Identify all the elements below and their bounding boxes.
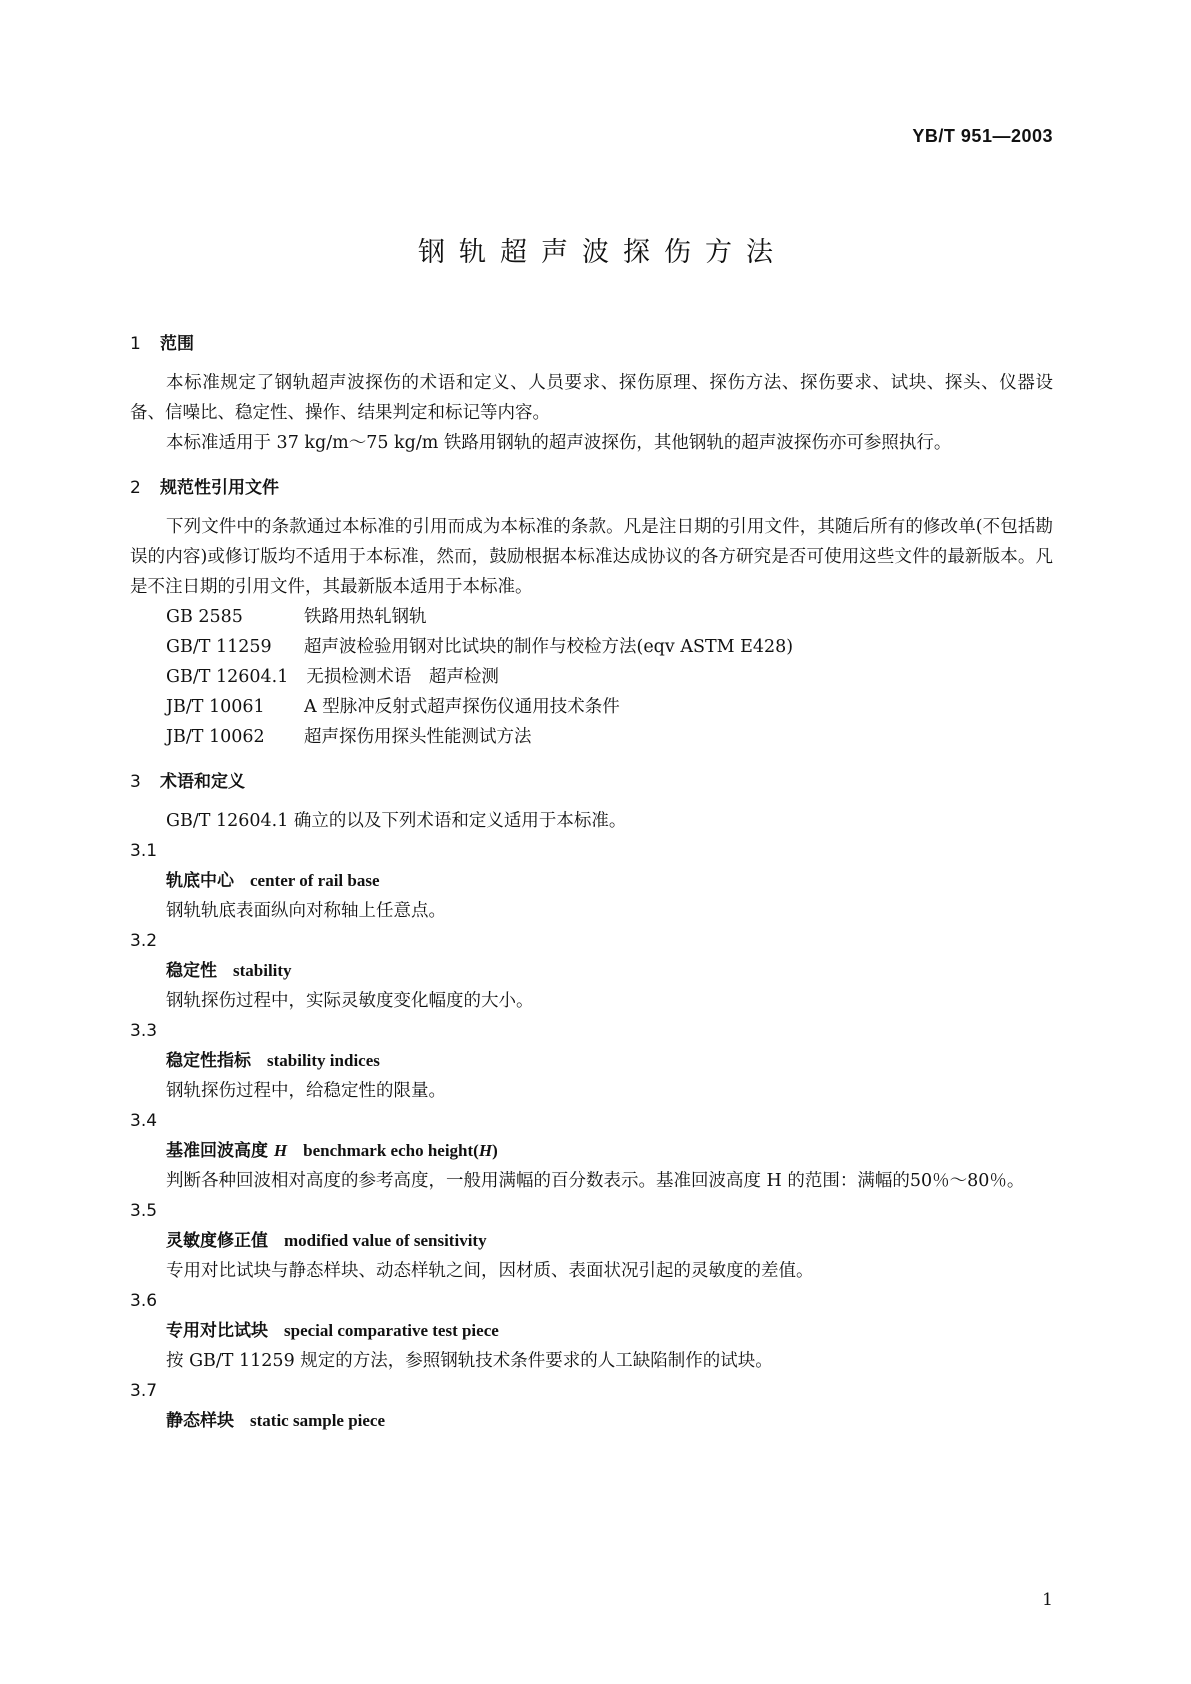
term-en: static sample piece <box>250 1411 386 1430</box>
term-en: modified value of sensitivity <box>284 1231 487 1250</box>
term-entry <box>130 1406 1053 1436</box>
paragraph: 本标准规定了钢轨超声波探伤的术语和定义、人员要求、探伤原理、探伤方法、探伤要求、试块、探头、仪器设备、信噪比、稳定性、操作、结果判定和标记等内容。 <box>130 373 1053 423</box>
clause-number: 3.3 <box>130 1021 158 1041</box>
paragraph: 下列文件中的条款通过本标准的引用而成为本标准的条款。凡是注日期的引用文件，其随后所有的修改单(不包括勘误的内容)或修订版均不适用于本标准，然而，鼓励根据本标准达成协议的各方研究是否可使用这些文件的最新版本。凡是不注日期的引用文件，其最新版本适用于本标准。 <box>130 517 1053 597</box>
term-zh: 专用对比试块 <box>166 1321 268 1341</box>
term-definition: 按 GB/T 11259 规定的方法，参照钢轨技术条件要求的人工缺陷制作的试块。 <box>166 1351 773 1371</box>
section-heading-normative-references <box>130 474 1053 502</box>
section-number: 2 <box>130 478 141 498</box>
section-number: 1 <box>130 334 141 354</box>
document-body <box>130 330 1053 1436</box>
term-en-text: benchmark echo height( <box>303 1141 479 1160</box>
reference-title: 无损检测术语 超声检测 <box>306 667 499 687</box>
reference-code: JB/T 10062 <box>166 727 265 747</box>
term-entry <box>130 1136 1053 1166</box>
term-zh: 静态样块 <box>166 1411 234 1431</box>
section-heading-terms-definitions <box>130 768 1053 796</box>
page-number: 1 <box>1042 1590 1053 1610</box>
reference-code: GB 2585 <box>166 607 243 627</box>
term-en: special comparative test piece <box>284 1321 499 1340</box>
term-entry <box>130 1226 1053 1256</box>
term-definition: 钢轨轨底表面纵向对称轴上任意点。 <box>166 901 446 921</box>
reference-title: 超声波检验用钢对比试块的制作与校检方法(eqv ASTM E428) <box>304 637 794 657</box>
reference-title: A 型脉冲反射式超声探伤仪通用技术条件 <box>304 697 620 717</box>
section-heading-scope <box>130 330 1053 358</box>
term-symbol: H <box>478 1141 493 1160</box>
term-zh: 灵敏度修正值 <box>166 1231 268 1251</box>
term-zh: 稳定性 <box>166 961 217 981</box>
clause-number: 3.7 <box>130 1381 158 1401</box>
term-zh: 稳定性指标 <box>166 1051 251 1071</box>
term-zh: 基准回波高度 <box>166 1141 268 1161</box>
term-symbol: H <box>273 1141 288 1160</box>
term-en <box>303 1141 498 1160</box>
reference-title: 超声探伤用探头性能测试方法 <box>304 727 532 747</box>
term-en: stability <box>233 961 292 980</box>
section-title: 规范性引用文件 <box>160 478 279 498</box>
clause-number: 3.2 <box>130 931 158 951</box>
paragraph: 本标准适用于 37 kg/m～75 kg/m 铁路用钢轨的超声波探伤，其他钢轨的超声波探伤亦可参照执行。 <box>166 433 952 453</box>
term-definition: 判断各种回波相对高度的参考高度，一般用满幅的百分数表示。基准回波高度 H 的范围：满幅的50％～80％。 <box>166 1171 1025 1191</box>
clause-number: 3.6 <box>130 1291 158 1311</box>
reference-item <box>130 692 1053 722</box>
document-title: 钢轨超声波探伤方法 <box>418 237 787 268</box>
term-definition: 钢轨探伤过程中，实际灵敏度变化幅度的大小。 <box>166 991 534 1011</box>
reference-item <box>130 602 1053 632</box>
term-entry <box>130 1046 1053 1076</box>
term-entry <box>130 866 1053 896</box>
term-entry <box>130 956 1053 986</box>
term-en: center of rail base <box>250 871 380 890</box>
term-entry <box>130 1316 1053 1346</box>
reference-title: 铁路用热轧钢轨 <box>304 607 427 627</box>
section-title: 范围 <box>160 334 194 354</box>
reference-item <box>130 632 1053 662</box>
term-en-tail: ) <box>492 1141 498 1160</box>
reference-item <box>130 662 1053 692</box>
term-en: stability indices <box>267 1051 380 1070</box>
term-definition: 钢轨探伤过程中，给稳定性的限量。 <box>166 1081 446 1101</box>
reference-item <box>130 722 1053 752</box>
reference-code: GB/T 12604.1 <box>166 667 289 687</box>
term-zh: 轨底中心 <box>166 871 234 891</box>
clause-number: 3.1 <box>130 841 158 861</box>
reference-code: GB/T 11259 <box>166 637 272 657</box>
standard-code: YB/T 951—2003 <box>912 126 1053 146</box>
clause-number: 3.4 <box>130 1111 158 1131</box>
clause-number: 3.5 <box>130 1201 158 1221</box>
term-definition: 专用对比试块与静态样块、动态样轨之间，因材质、表面状况引起的灵敏度的差值。 <box>166 1261 814 1281</box>
section-number: 3 <box>130 772 141 792</box>
paragraph: GB/T 12604.1 确立的以及下列术语和定义适用于本标准。 <box>166 811 627 831</box>
reference-code: JB/T 10061 <box>166 697 265 717</box>
section-title: 术语和定义 <box>160 772 245 792</box>
